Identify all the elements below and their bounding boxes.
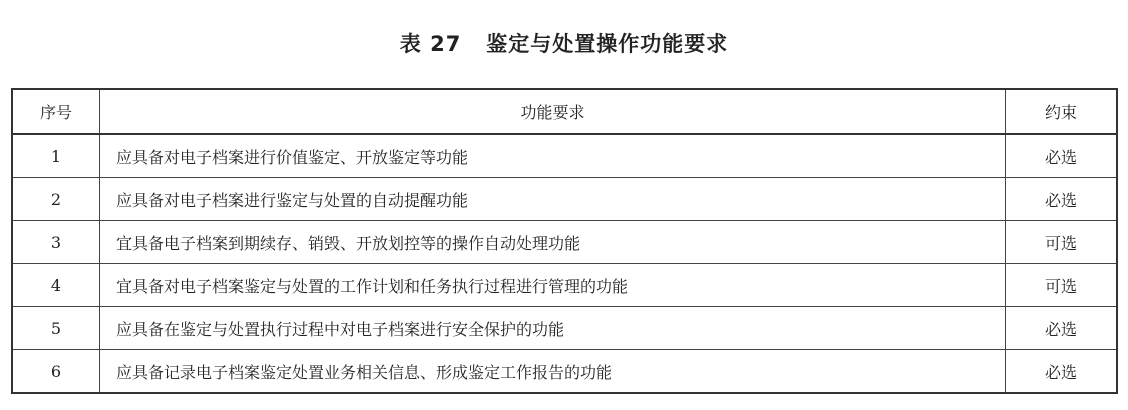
table-row bbox=[12, 178, 1117, 221]
header-constraint: 约束 bbox=[1006, 89, 1118, 134]
requirements-table bbox=[11, 88, 1118, 394]
header-requirement: 功能要求 bbox=[100, 89, 1006, 134]
row-number: 3 bbox=[12, 221, 100, 264]
row-number: 5 bbox=[12, 307, 100, 350]
table-row bbox=[12, 307, 1117, 350]
row-constraint: 必选 bbox=[1006, 350, 1118, 394]
table-row bbox=[12, 221, 1117, 264]
row-constraint: 可选 bbox=[1006, 264, 1118, 307]
row-requirement: 宜具备电子档案到期续存、销毁、开放划控等的操作自动处理功能 bbox=[100, 221, 1006, 264]
header-no: 序号 bbox=[12, 89, 100, 134]
row-number: 4 bbox=[12, 264, 100, 307]
row-constraint: 可选 bbox=[1006, 221, 1118, 264]
row-constraint: 必选 bbox=[1006, 178, 1118, 221]
row-requirement: 应具备对电子档案进行鉴定与处置的自动提醒功能 bbox=[100, 178, 1006, 221]
row-number: 2 bbox=[12, 178, 100, 221]
table-row bbox=[12, 134, 1117, 178]
row-requirement: 宜具备对电子档案鉴定与处置的工作计划和任务执行过程进行管理的功能 bbox=[100, 264, 1006, 307]
table-header-row bbox=[12, 89, 1117, 134]
table-row bbox=[12, 264, 1117, 307]
table-row bbox=[12, 350, 1117, 394]
row-requirement: 应具备对电子档案进行价值鉴定、开放鉴定等功能 bbox=[100, 134, 1006, 178]
row-constraint: 必选 bbox=[1006, 307, 1118, 350]
row-requirement: 应具备在鉴定与处置执行过程中对电子档案进行安全保护的功能 bbox=[100, 307, 1006, 350]
row-number: 6 bbox=[12, 350, 100, 394]
row-number: 1 bbox=[12, 134, 100, 178]
table-title: 表 27 鉴定与处置操作功能要求 bbox=[399, 32, 729, 56]
row-requirement: 应具备记录电子档案鉴定处置业务相关信息、形成鉴定工作报告的功能 bbox=[100, 350, 1006, 394]
row-constraint: 必选 bbox=[1006, 134, 1118, 178]
